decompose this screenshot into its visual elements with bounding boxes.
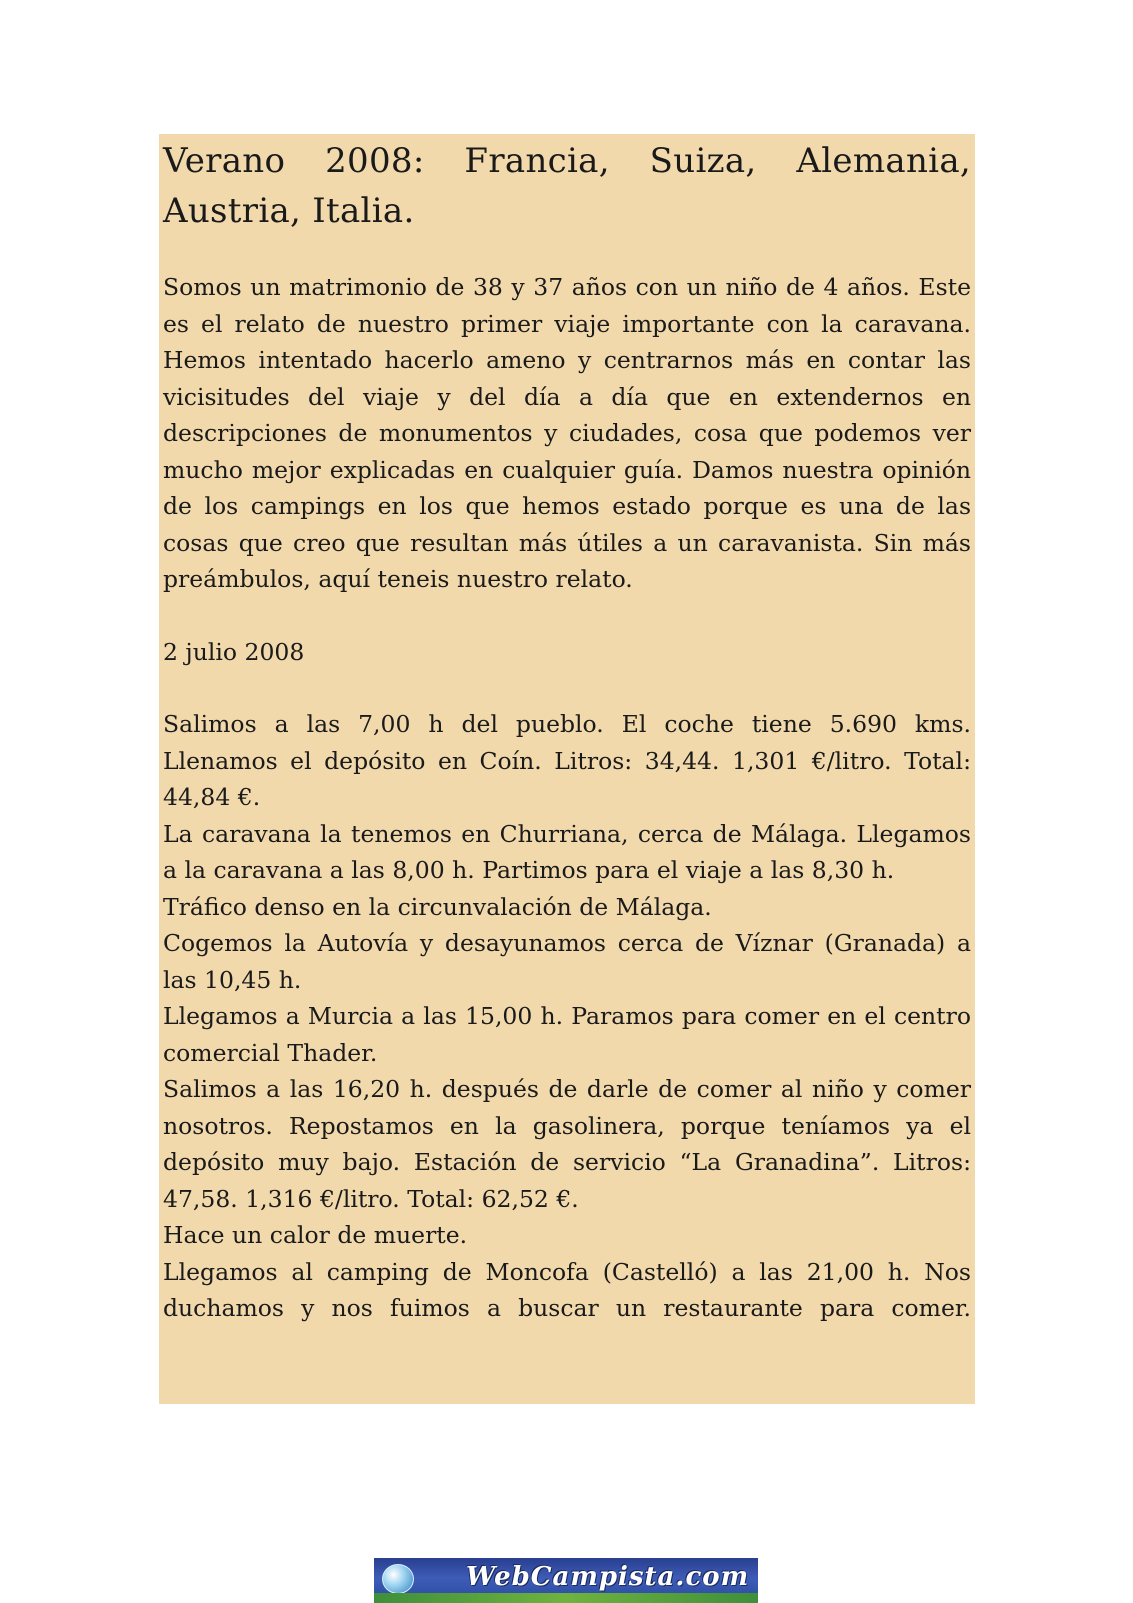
document-content (159, 134, 975, 1404)
title-line-2: Austria, Italia. (163, 191, 415, 231)
journal-paragraph: Salimos a las 7,00 h del pueblo. El coche tiene 5.690 kms. Llenamos el depósito en Coín. Litros: 34,44. 1,301 €/litro. Total: 44,84 €. (163, 710, 971, 811)
intro-paragraph: Somos un matrimonio de 38 y 37 años con un niño de 4 años. Este es el relato de nuestro primer viaje importante con la caravana. Hemos intentado hacerlo ameno y centrarnos más en contar las vicisitudes del viaje y del día a día que en extendernos en descripciones de monumentos y ciudades, cosa que podemos ver mucho mejor explicadas en cualquier guía. Damos nuestra opinión de los campings en los que hemos estado porque es una de las cosas que creo que resultan más útiles a un caravanista. Sin más preámbulos, aquí teneis nuestro relato. (163, 273, 971, 593)
entry-date: 2 julio 2008 (163, 637, 305, 666)
journal-paragraph: Llegamos al camping de Moncofa (Castelló) a las 21,00 h. Nos duchamos y nos fuimos a buscar un restaurante para comer. (163, 1257, 971, 1322)
journal-paragraph: Tráfico denso en la circunvalación de Málaga. (163, 892, 712, 921)
journal-paragraph: Llegamos a Murcia a las 15,00 h. Paramos para comer en el centro comercial Thader. (163, 1002, 971, 1067)
journal-paragraph: Hace un calor de muerte. (163, 1221, 468, 1249)
journal-paragraph: Salimos a las 16,20 h. después de darle de comer al niño y comer nosotros. Repostamos en la gasolinera, porque teníamos ya el depósito muy bajo. Estación de servicio “La Granadina”. Litros: 47,58. 1,316 €/litro. Total: 62,52 €. (163, 1075, 971, 1213)
journal-entries (163, 706, 971, 1327)
camping-globe-icon (382, 1564, 414, 1594)
journal-paragraph: Cogemos la Autovía y desayunamos cerca de Víznar (Granada) a las 10,45 h. (163, 929, 971, 994)
logo-grass-band (374, 1593, 758, 1603)
title-line-1: Verano 2008: Francia, Suiza, Alemania, (163, 141, 971, 181)
logo-text: WebCampista.com (466, 1562, 750, 1592)
document-title (163, 136, 971, 236)
webcampista-logo (374, 1558, 758, 1603)
journal-paragraph: La caravana la tenemos en Churriana, cerca de Málaga. Llegamos a la caravana a las 8,00 h. Partimos para el viaje a las 8,30 h. (163, 819, 971, 884)
